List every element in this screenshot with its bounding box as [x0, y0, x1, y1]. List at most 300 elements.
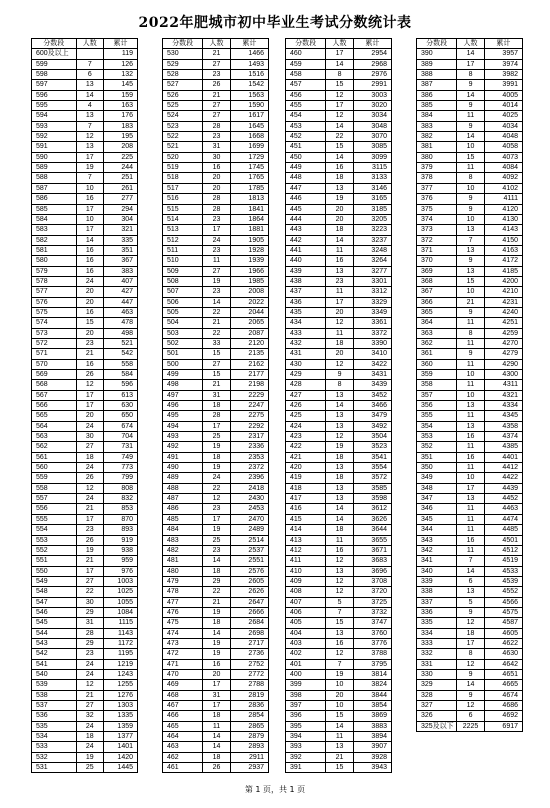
- cumulative-cell: 3644: [353, 525, 391, 535]
- table-row: [417, 70, 523, 80]
- cumulative-cell: 126: [104, 59, 138, 69]
- cumulative-cell: 584: [104, 370, 138, 380]
- count-cell: 10: [457, 183, 485, 193]
- score-range-cell: 586: [32, 194, 77, 204]
- table-row: [286, 525, 392, 535]
- score-range-cell: 431: [286, 349, 326, 359]
- count-cell: 18: [203, 401, 231, 411]
- cumulative-cell: 251: [104, 173, 138, 183]
- score-range-cell: 575: [32, 307, 77, 317]
- count-cell: 12: [76, 680, 104, 690]
- score-range-cell: 347: [417, 494, 457, 504]
- cumulative-cell: 1115: [104, 618, 138, 628]
- table-row: [286, 452, 392, 462]
- table-row: [417, 183, 523, 193]
- score-range-cell: 362: [417, 338, 457, 348]
- count-cell: 23: [203, 545, 231, 555]
- table-row: [417, 690, 523, 700]
- score-range-cell: 493: [163, 432, 203, 442]
- score-range-cell: 464: [163, 732, 203, 742]
- table-row: [417, 607, 523, 617]
- cumulative-cell: 119: [104, 49, 138, 59]
- count-cell: 21: [76, 504, 104, 514]
- table-row: [417, 680, 523, 690]
- table-row: [286, 390, 392, 400]
- score-range-cell: 439: [286, 266, 326, 276]
- score-range-cell: 568: [32, 380, 77, 390]
- cumulative-cell: 731: [104, 442, 138, 452]
- score-range-cell: 529: [163, 59, 203, 69]
- score-range-cell: 360: [417, 359, 457, 369]
- count-cell: 9: [457, 669, 485, 679]
- table-row: [163, 121, 269, 131]
- score-range-cell: 500: [163, 359, 203, 369]
- score-range-cell: 547: [32, 597, 77, 607]
- score-range-cell: 527: [163, 80, 203, 90]
- cumulative-cell: 1881: [230, 225, 268, 235]
- table-row: [286, 307, 392, 317]
- table-row: [286, 142, 392, 152]
- count-cell: 11: [457, 318, 485, 328]
- cumulative-cell: 2736: [230, 649, 268, 659]
- table-row: [417, 721, 523, 731]
- count-cell: 20: [76, 287, 104, 297]
- cumulative-cell: 145: [104, 80, 138, 90]
- score-range-cell: 579: [32, 266, 77, 276]
- count-cell: 30: [76, 597, 104, 607]
- cumulative-cell: 2819: [230, 690, 268, 700]
- table-row: [286, 359, 392, 369]
- cumulative-cell: 2430: [230, 494, 268, 504]
- cumulative-cell: 2551: [230, 556, 268, 566]
- cumulative-cell: 4259: [484, 328, 522, 338]
- count-cell: 23: [203, 132, 231, 142]
- count-cell: 28: [203, 194, 231, 204]
- score-range-cell: 476: [163, 607, 203, 617]
- cumulative-cell: 2087: [230, 328, 268, 338]
- count-cell: 11: [203, 256, 231, 266]
- count-cell: 14: [457, 566, 485, 576]
- cumulative-cell: 3277: [353, 266, 391, 276]
- table-row: [417, 432, 523, 442]
- cumulative-cell: 832: [104, 494, 138, 504]
- cumulative-cell: 2044: [230, 307, 268, 317]
- score-range-cell: 458: [286, 70, 326, 80]
- count-cell: 13: [326, 266, 354, 276]
- count-cell: 14: [203, 297, 231, 307]
- cumulative-cell: 1729: [230, 152, 268, 162]
- cumulative-cell: 2865: [230, 721, 268, 731]
- cumulative-cell: 3115: [353, 163, 391, 173]
- table-row: [32, 266, 138, 276]
- score-range-cell: 336: [417, 607, 457, 617]
- score-range-cell: 430: [286, 359, 326, 369]
- cumulative-cell: 1255: [104, 680, 138, 690]
- score-range-cell: 551: [32, 556, 77, 566]
- cumulative-cell: 3099: [353, 152, 391, 162]
- cumulative-cell: 4439: [484, 483, 522, 493]
- table-row: [286, 483, 392, 493]
- cumulative-cell: 195: [104, 132, 138, 142]
- cumulative-cell: 4005: [484, 90, 522, 100]
- cumulative-cell: 3957: [484, 49, 522, 59]
- count-cell: 11: [457, 504, 485, 514]
- cumulative-cell: 2418: [230, 483, 268, 493]
- cumulative-cell: 1172: [104, 638, 138, 648]
- cumulative-cell: 4092: [484, 173, 522, 183]
- page-footer: 第 1 页，共 1 页: [244, 785, 306, 794]
- score-range-cell: 400: [286, 669, 326, 679]
- count-cell: 17: [457, 59, 485, 69]
- table-row: [286, 276, 392, 286]
- cumulative-cell: 3223: [353, 225, 391, 235]
- count-cell: 18: [326, 525, 354, 535]
- count-cell: 13: [457, 421, 485, 431]
- count-cell: 17: [203, 514, 231, 524]
- cumulative-cell: 2470: [230, 514, 268, 524]
- table-row: [163, 504, 269, 514]
- cumulative-cell: 4374: [484, 432, 522, 442]
- table-row: [32, 370, 138, 380]
- score-range-cell: 395: [286, 721, 326, 731]
- score-range-cell: 412: [286, 545, 326, 555]
- count-cell: 13: [76, 142, 104, 152]
- score-range-cell: 480: [163, 566, 203, 576]
- cumulative-cell: 1219: [104, 659, 138, 669]
- cumulative-cell: 4321: [484, 390, 522, 400]
- table-row: [163, 607, 269, 617]
- count-cell: 6: [457, 711, 485, 721]
- count-cell: 15: [203, 349, 231, 359]
- count-cell: 13: [326, 421, 354, 431]
- count-cell: 13: [326, 183, 354, 193]
- score-table-4: [416, 38, 523, 732]
- score-range-cell: 366: [417, 297, 457, 307]
- count-cell: 20: [326, 349, 354, 359]
- cumulative-cell: 2353: [230, 452, 268, 462]
- score-range-cell: 447: [286, 183, 326, 193]
- table-row: [417, 442, 523, 452]
- count-cell: 14: [326, 59, 354, 69]
- table-row: [32, 121, 138, 131]
- cumulative-cell: 4058: [484, 142, 522, 152]
- table-row: [32, 90, 138, 100]
- score-range-cell: 376: [417, 194, 457, 204]
- count-cell: 18: [326, 338, 354, 348]
- table-row: [32, 701, 138, 711]
- table-row: [286, 256, 392, 266]
- count-cell: 9: [457, 121, 485, 131]
- count-cell: 11: [457, 380, 485, 390]
- count-cell: 25: [203, 535, 231, 545]
- count-cell: 15: [76, 318, 104, 328]
- cumulative-cell: 3085: [353, 142, 391, 152]
- score-range-cell: 542: [32, 649, 77, 659]
- score-range-cell: 589: [32, 163, 77, 173]
- count-cell: 20: [76, 328, 104, 338]
- cumulative-cell: 351: [104, 245, 138, 255]
- score-range-cell: 514: [163, 214, 203, 224]
- count-cell: 18: [203, 618, 231, 628]
- table-row: [163, 463, 269, 473]
- cumulative-cell: 1195: [104, 649, 138, 659]
- count-cell: 17: [203, 701, 231, 711]
- table-row: [417, 628, 523, 638]
- table-row: [286, 638, 392, 648]
- score-range-cell: 460: [286, 49, 326, 59]
- cumulative-cell: 3720: [353, 587, 391, 597]
- cumulative-cell: 1025: [104, 587, 138, 597]
- table-row: [32, 566, 138, 576]
- score-range-cell: 367: [417, 287, 457, 297]
- score-range-cell: 552: [32, 545, 77, 555]
- cumulative-cell: 183: [104, 121, 138, 131]
- score-range-cell: 351: [417, 452, 457, 462]
- count-cell: 23: [76, 649, 104, 659]
- count-cell: 21: [203, 597, 231, 607]
- count-cell: 20: [203, 173, 231, 183]
- count-cell: 10: [457, 214, 485, 224]
- table-row: [417, 80, 523, 90]
- cumulative-cell: 4575: [484, 607, 522, 617]
- count-cell: 13: [457, 494, 485, 504]
- count-cell: 11: [326, 732, 354, 742]
- count-cell: 22: [203, 328, 231, 338]
- score-range-cell: 584: [32, 214, 77, 224]
- table-row: [417, 349, 523, 359]
- score-range-cell: 533: [32, 742, 77, 752]
- score-range-cell: 359: [417, 370, 457, 380]
- count-cell: 26: [76, 535, 104, 545]
- score-range-cell: 332: [417, 649, 457, 659]
- count-cell: 11: [457, 545, 485, 555]
- cumulative-cell: 3928: [353, 752, 391, 762]
- table-row: [417, 711, 523, 721]
- count-cell: 27: [203, 359, 231, 369]
- cumulative-cell: 498: [104, 328, 138, 338]
- score-range-cell: 545: [32, 618, 77, 628]
- score-range-cell: 598: [32, 70, 77, 80]
- count-cell: 14: [76, 235, 104, 245]
- count-cell: 11: [326, 535, 354, 545]
- table-row: [163, 452, 269, 462]
- cumulative-cell: 304: [104, 214, 138, 224]
- table-row: [32, 504, 138, 514]
- count-cell: 12: [457, 659, 485, 669]
- count-cell: 9: [326, 370, 354, 380]
- count-cell: 19: [326, 442, 354, 452]
- cumulative-cell: 2626: [230, 587, 268, 597]
- cumulative-cell: 1563: [230, 90, 268, 100]
- cumulative-cell: 1699: [230, 142, 268, 152]
- table-row: [32, 287, 138, 297]
- count-cell: 19: [203, 638, 231, 648]
- count-cell: 10: [457, 287, 485, 297]
- cumulative-cell: 2836: [230, 701, 268, 711]
- table-row: [417, 90, 523, 100]
- score-range-cell: 384: [417, 111, 457, 121]
- table-row: [163, 390, 269, 400]
- score-range-cell: 380: [417, 152, 457, 162]
- count-cell: 16: [326, 256, 354, 266]
- score-range-cell: 379: [417, 163, 457, 173]
- count-cell: 13: [457, 225, 485, 235]
- table-row: [417, 163, 523, 173]
- count-cell: 12: [326, 90, 354, 100]
- cumulative-cell: 6917: [484, 721, 522, 731]
- table-row: [417, 214, 523, 224]
- table-row: [163, 245, 269, 255]
- table-row: [32, 59, 138, 69]
- score-range-cell: 594: [32, 111, 77, 121]
- count-cell: 27: [203, 59, 231, 69]
- table-row: [163, 576, 269, 586]
- table-row: [163, 618, 269, 628]
- cumulative-cell: 4120: [484, 204, 522, 214]
- count-cell: 7: [457, 235, 485, 245]
- cumulative-cell: 2717: [230, 638, 268, 648]
- count-cell: 7: [326, 607, 354, 617]
- score-range-cell: 590: [32, 152, 77, 162]
- table-row: [163, 359, 269, 369]
- score-range-cell: 507: [163, 287, 203, 297]
- count-cell: 6: [76, 70, 104, 80]
- cumulative-cell: 3974: [484, 59, 522, 69]
- count-cell: 21: [203, 380, 231, 390]
- cumulative-cell: 3003: [353, 90, 391, 100]
- cumulative-cell: 1055: [104, 597, 138, 607]
- table-row: [286, 338, 392, 348]
- score-range-cell: 442: [286, 235, 326, 245]
- count-cell: 20: [326, 204, 354, 214]
- count-cell: 25: [203, 432, 231, 442]
- table-row: [163, 732, 269, 742]
- cumulative-cell: 1377: [104, 732, 138, 742]
- count-cell: 12: [203, 494, 231, 504]
- table-row: [286, 59, 392, 69]
- table-row: [163, 328, 269, 338]
- score-range-cell: 492: [163, 442, 203, 452]
- score-range-cell: 581: [32, 245, 77, 255]
- cumulative-cell: 4073: [484, 152, 522, 162]
- score-range-cell: 330: [417, 669, 457, 679]
- count-cell: 11: [457, 525, 485, 535]
- cumulative-cell: 294: [104, 204, 138, 214]
- table-row: [417, 173, 523, 183]
- count-cell: 24: [76, 669, 104, 679]
- score-range-cell: 489: [163, 473, 203, 483]
- score-tables-area: [31, 38, 521, 780]
- table-row: [163, 690, 269, 700]
- cumulative-cell: 3907: [353, 742, 391, 752]
- count-cell: 12: [326, 318, 354, 328]
- count-cell: 16: [457, 535, 485, 545]
- table-row: [32, 421, 138, 431]
- table-row: [286, 721, 392, 731]
- score-range-cell: 365: [417, 307, 457, 317]
- score-range-cell: 342: [417, 545, 457, 555]
- score-range-cell: 461: [163, 763, 203, 773]
- count-cell: 29: [76, 638, 104, 648]
- table-row: [32, 463, 138, 473]
- cumulative-cell: 674: [104, 421, 138, 431]
- cumulative-cell: 4642: [484, 659, 522, 669]
- table-row: [32, 628, 138, 638]
- count-cell: 22: [203, 483, 231, 493]
- table-row: [163, 473, 269, 483]
- score-range-cell: 377: [417, 183, 457, 193]
- score-range-cell: 462: [163, 752, 203, 762]
- score-range-cell: 465: [163, 721, 203, 731]
- count-cell: 23: [203, 214, 231, 224]
- table-row: [32, 669, 138, 679]
- cumulative-cell: 4251: [484, 318, 522, 328]
- table-row: [32, 111, 138, 121]
- table-row: [32, 432, 138, 442]
- score-range-cell: 406: [286, 607, 326, 617]
- cumulative-cell: 2911: [230, 752, 268, 762]
- cumulative-cell: 1617: [230, 111, 268, 121]
- count-cell: 11: [457, 111, 485, 121]
- cumulative-cell: 2752: [230, 659, 268, 669]
- cumulative-cell: 3523: [353, 442, 391, 452]
- cumulative-cell: 4622: [484, 638, 522, 648]
- score-range-cell: 373: [417, 225, 457, 235]
- count-cell: 26: [203, 763, 231, 773]
- cumulative-cell: 2135: [230, 349, 268, 359]
- cumulative-cell: 1493: [230, 59, 268, 69]
- score-range-cell: 554: [32, 525, 77, 535]
- header-score-range: 分数段: [286, 39, 326, 49]
- score-range-cell: 549: [32, 576, 77, 586]
- count-cell: 16: [326, 545, 354, 555]
- score-range-cell: 473: [163, 638, 203, 648]
- count-cell: 24: [76, 742, 104, 752]
- count-cell: 11: [326, 287, 354, 297]
- count-cell: 12: [76, 132, 104, 142]
- cumulative-cell: 853: [104, 504, 138, 514]
- count-cell: 23: [76, 338, 104, 348]
- cumulative-cell: 3248: [353, 245, 391, 255]
- table-row: [417, 132, 523, 142]
- table-row: [417, 452, 523, 462]
- score-range-cell: 441: [286, 245, 326, 255]
- table-row: [32, 349, 138, 359]
- score-range-cell: 334: [417, 628, 457, 638]
- table-row: [286, 494, 392, 504]
- score-range-cell: 438: [286, 276, 326, 286]
- cumulative-cell: 3301: [353, 276, 391, 286]
- score-range-cell: 544: [32, 628, 77, 638]
- score-range-cell: 394: [286, 732, 326, 742]
- count-cell: 7: [76, 173, 104, 183]
- score-range-cell: 333: [417, 638, 457, 648]
- cumulative-cell: 4501: [484, 535, 522, 545]
- score-range-cell: 345: [417, 514, 457, 524]
- table-row: [417, 576, 523, 586]
- score-range-cell: 463: [163, 742, 203, 752]
- score-range-cell: 550: [32, 566, 77, 576]
- cumulative-cell: 2198: [230, 380, 268, 390]
- count-cell: 13: [457, 266, 485, 276]
- score-range-cell: 496: [163, 401, 203, 411]
- score-range-cell: 399: [286, 680, 326, 690]
- count-cell: 28: [76, 628, 104, 638]
- table-row: [163, 659, 269, 669]
- score-range-cell: 468: [163, 690, 203, 700]
- table-row: [32, 80, 138, 90]
- table-row: [32, 452, 138, 462]
